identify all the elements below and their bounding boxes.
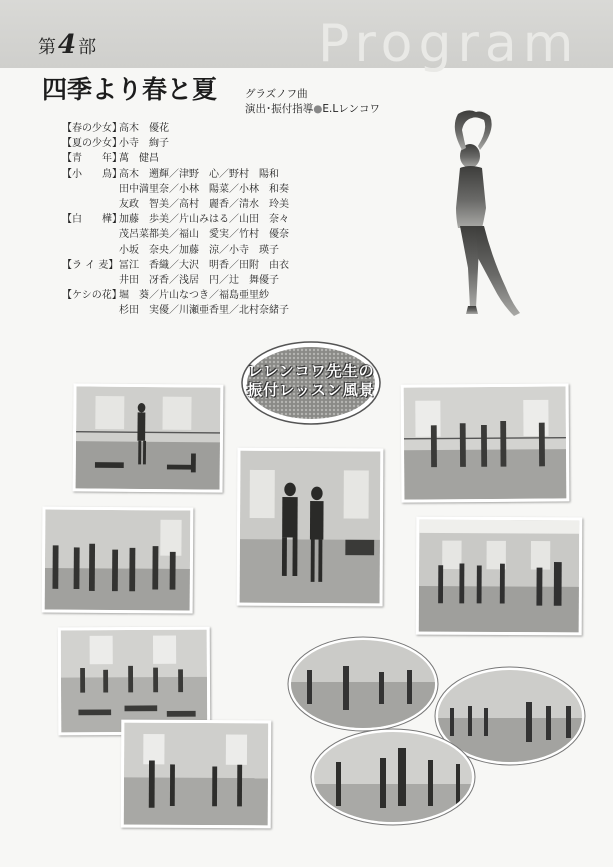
cast-row [62, 273, 289, 288]
lesson-photo [121, 720, 272, 829]
cast-names: 萬 健昌 [119, 153, 159, 165]
lesson-photo [416, 517, 583, 636]
bubble-line-2: 振付レッスン風景 [247, 381, 375, 399]
cast-role [62, 182, 119, 197]
program-watermark: Program [318, 14, 580, 74]
part-prefix: 第 [38, 37, 58, 58]
cast-row [62, 197, 289, 212]
cast-names: 高木 優花 [119, 123, 169, 134]
choreographer-name: E.Lレンコワ [322, 103, 380, 115]
caption-bubble [240, 340, 382, 426]
cast-role [62, 303, 119, 318]
cast-names: 友政 智美／高村 麗香／清水 玲美 [119, 199, 289, 211]
lesson-photo [42, 506, 194, 613]
music-credit: グラズノフ曲 [245, 88, 308, 100]
cast-list [62, 121, 289, 319]
cast-role [62, 273, 119, 288]
bubble-text [240, 362, 382, 400]
lesson-photo-oval [310, 728, 476, 826]
cast-role: 【白 樺】 [62, 214, 122, 226]
studio-image-icon [45, 509, 191, 610]
cast-role [62, 227, 119, 242]
page-title: 四季より春と夏 [42, 75, 218, 104]
cast-row [62, 182, 289, 197]
part-number: 4 [58, 30, 79, 60]
lesson-photo-oval [287, 636, 439, 732]
cast-role [62, 197, 119, 212]
direction-label: 演出･振付指導 [245, 103, 314, 115]
cast-names: 小坂 奈央／加藤 涼／小寺 瑛子 [119, 244, 279, 256]
cast-row [62, 121, 289, 136]
studio-image-icon [61, 630, 208, 733]
cast-row [62, 227, 289, 242]
part-label [38, 30, 98, 60]
cast-row [62, 167, 289, 182]
studio-image-icon [76, 386, 221, 489]
cast-role: 【青 年】 [62, 153, 122, 165]
lesson-photo [401, 383, 570, 502]
studio-image-icon [404, 386, 567, 499]
cast-names: 加藤 歩美／片山みはる／山田 奈々 [119, 214, 289, 226]
bubble-line-1: レレンコワ先生の [247, 362, 375, 380]
cast-row [62, 288, 289, 303]
cast-role: 【小 鳥】 [62, 168, 122, 180]
cast-row [62, 243, 289, 258]
cast-names: 杉田 実優／川瀬亜香里／北村奈緒子 [119, 305, 289, 317]
cast-row [62, 136, 289, 151]
part-suffix: 部 [78, 37, 99, 58]
cast-names: 堀 葵／片山なつき／福島亜里紗 [119, 290, 269, 302]
cast-names: 井田 冴香／浅居 円／辻 舞優子 [119, 275, 279, 287]
studio-image-icon [240, 451, 381, 604]
lesson-photo [237, 448, 384, 607]
credits [245, 87, 380, 117]
studio-image-icon [419, 520, 580, 633]
direction-credit [245, 102, 380, 117]
cast-row [62, 212, 289, 227]
bullet-icon: ● [313, 103, 323, 115]
studio-image-icon [124, 723, 269, 826]
cast-names: 田中満里奈／小林 陽菜／小林 和奏 [119, 183, 289, 195]
cast-names: 茂呂菜都美／福山 愛実／竹村 優奈 [119, 229, 289, 241]
dancer-silhouette-icon [432, 108, 532, 323]
cast-names: 小寺 絢子 [119, 138, 169, 150]
cast-role [62, 243, 119, 258]
cast-row [62, 258, 289, 273]
cast-row [62, 151, 289, 166]
lesson-photo [73, 383, 224, 492]
cast-row [62, 303, 289, 318]
cast-role: 【ケシの花】 [62, 290, 122, 302]
cast-role: 【ラ イ 麦】 [62, 259, 119, 271]
cast-names: 冨江 香織／大沢 明香／田附 由衣 [119, 259, 289, 271]
cast-names: 高木 遡輝／津野 心／野村 陽和 [119, 168, 279, 180]
cast-role: 【春の少女】 [62, 123, 122, 134]
cast-role: 【夏の少女】 [62, 138, 122, 150]
